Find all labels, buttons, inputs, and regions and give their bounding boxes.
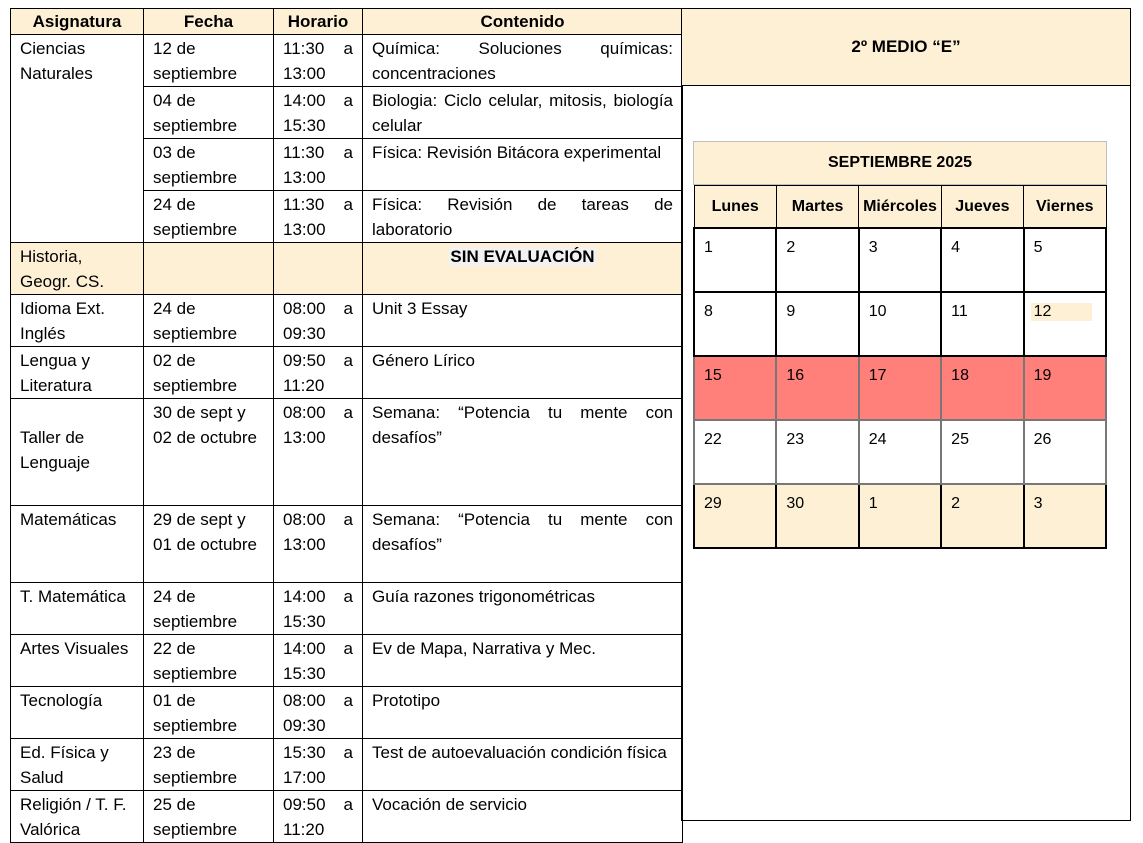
calendar-day-cell (694, 356, 776, 420)
calendar-day-cell (859, 420, 941, 484)
subject-cell: Matemáticas (11, 506, 144, 583)
content-cell: Guía razones trigonométricas (363, 583, 683, 635)
calendar-day-number: 2 (951, 495, 961, 512)
time-cell: 08:00 a 13:00 (274, 506, 363, 583)
table-row (11, 399, 683, 506)
subject-cell: Tecnología (11, 687, 144, 739)
calendar-day-number: 10 (868, 303, 887, 320)
table-row (11, 583, 683, 635)
time-cell: 14:00 a 15:30 (274, 87, 363, 139)
time-cell: 11:30 a 13:00 (274, 139, 363, 191)
table-row (11, 35, 683, 87)
calendar-week-row (694, 292, 1106, 356)
date-cell: 23 de septiembre (144, 739, 274, 791)
calendar-day-number: 16 (786, 367, 805, 384)
calendar-day-cell (1024, 420, 1106, 484)
calendar-day-cell (1024, 484, 1106, 548)
calendar-grid (693, 185, 1107, 549)
date-cell (144, 243, 274, 295)
calendar-day-cell (694, 420, 776, 484)
calendar-day-cell (941, 420, 1023, 484)
calendar-day-cell (1024, 228, 1106, 292)
header-subject: Asignatura (11, 9, 144, 35)
calendar-day-number: 30 (786, 495, 805, 512)
table-row (11, 635, 683, 687)
content-cell (363, 243, 683, 295)
table-row (11, 243, 683, 295)
calendar-day-number: 9 (786, 303, 796, 320)
content-cell: Unit 3 Essay (363, 295, 683, 347)
calendar-week-row (694, 228, 1106, 292)
calendar-day-number: 2 (786, 239, 796, 256)
calendar-day-cell (1024, 292, 1106, 356)
calendar-day-cell (694, 228, 776, 292)
calendar-day-number: 29 (704, 495, 722, 512)
calendar-day-number: 4 (951, 239, 961, 256)
calendar-day-cell (694, 484, 776, 548)
date-cell: 01 de septiembre (144, 687, 274, 739)
time-cell (274, 243, 363, 295)
weekday-header: Martes (776, 186, 858, 229)
calendar-weekday-row (694, 186, 1106, 229)
header-content: Contenido (363, 9, 683, 35)
date-cell: 03 de septiembre (144, 139, 274, 191)
calendar-day-cell (776, 292, 858, 356)
date-cell: 24 de septiembre (144, 295, 274, 347)
content-cell: Semana: “Potencia tu mente con desafíos” (363, 399, 683, 506)
calendar-day-number: 22 (704, 431, 722, 448)
subject-cell: Artes Visuales (11, 635, 144, 687)
date-cell: 12 de septiembre (144, 35, 274, 87)
date-cell: 22 de septiembre (144, 635, 274, 687)
calendar-day-cell (1024, 356, 1106, 420)
date-cell: 04 de septiembre (144, 87, 274, 139)
time-cell: 09:50 a 11:20 (274, 347, 363, 399)
calendar-week-row (694, 420, 1106, 484)
content-cell: Física: Revisión Bitácora experimental (363, 139, 683, 191)
content-cell: Química: Soluciones químicas: concentraciones (363, 35, 683, 87)
calendar-day-number: 15 (704, 367, 722, 384)
calendar-day-cell (859, 356, 941, 420)
calendar-day-cell (859, 484, 941, 548)
calendar-day-number: 19 (1033, 367, 1052, 384)
calendar-day-cell (859, 292, 941, 356)
content-cell: Género Lírico (363, 347, 683, 399)
content-cell: Biologia: Ciclo celular, mitosis, biología celular (363, 87, 683, 139)
calendar-day-number: 23 (786, 431, 805, 448)
subject-cell: Ciencias Naturales (11, 35, 144, 243)
table-row (11, 295, 683, 347)
content-cell: Prototipo (363, 687, 683, 739)
calendar-day-cell (776, 228, 858, 292)
date-cell: 25 de septiembre (144, 791, 274, 843)
calendar-day-number: 8 (704, 303, 713, 320)
weekday-header: Lunes (694, 186, 776, 229)
calendar-day-number: 1 (704, 239, 713, 256)
calendar-day-number: 1 (868, 495, 878, 512)
time-cell: 08:00 a 09:30 (274, 295, 363, 347)
content-cell: Física: Revisión de tareas de laboratorio (363, 191, 683, 243)
calendar-day-number: 26 (1033, 431, 1052, 448)
weekday-header: Viernes (1024, 186, 1106, 229)
content-cell: Semana: “Potencia tu mente con desafíos” (363, 506, 683, 583)
subject-cell: Idioma Ext. Inglés (11, 295, 144, 347)
grade-title: 2º MEDIO “E” (682, 9, 1130, 86)
calendar-day-cell (776, 484, 858, 548)
time-cell: 09:50 a 11:20 (274, 791, 363, 843)
calendar-day-number: 11 (951, 303, 968, 320)
content-cell: Vocación de servicio (363, 791, 683, 843)
date-cell: 24 de septiembre (144, 191, 274, 243)
calendar-day-cell (941, 356, 1023, 420)
subject-cell: Historia, Geogr. CS. (11, 243, 144, 295)
calendar-day-cell (776, 356, 858, 420)
weekday-header: Miércoles (859, 186, 941, 229)
time-cell: 14:00 a 15:30 (274, 635, 363, 687)
calendar-day-cell (941, 228, 1023, 292)
calendar-day-number: 12 (1031, 303, 1092, 321)
date-cell: 30 de sept y 02 de octubre (144, 399, 274, 506)
calendar-day-cell (859, 228, 941, 292)
calendar-day-number: 5 (1033, 239, 1043, 256)
table-header-row (11, 9, 683, 35)
subject-cell: Lengua y Literatura (11, 347, 144, 399)
calendar-week-row (694, 356, 1106, 420)
calendar-day-number: 24 (868, 431, 887, 448)
course-panel (681, 8, 1131, 821)
table-row (11, 739, 683, 791)
subject-cell: Ed. Física y Salud (11, 739, 144, 791)
table-row (11, 506, 683, 583)
date-cell: 02 de septiembre (144, 347, 274, 399)
calendar-day-number: 3 (1033, 495, 1043, 512)
table-row (11, 347, 683, 399)
calendar-day-cell (694, 292, 776, 356)
calendar-day-number: 18 (951, 367, 969, 384)
subject-cell: Taller de Lenguaje (11, 399, 144, 506)
calendar-title: SEPTIEMBRE 2025 (693, 141, 1107, 185)
calendar-day-number: 25 (951, 431, 969, 448)
evaluation-schedule-table (10, 8, 683, 843)
content-cell: Ev de Mapa, Narrativa y Mec. (363, 635, 683, 687)
time-cell: 11:30 a 13:00 (274, 191, 363, 243)
date-cell: 24 de septiembre (144, 583, 274, 635)
subject-cell: T. Matemática (11, 583, 144, 635)
table-row (11, 791, 683, 843)
calendar-day-cell (941, 292, 1023, 356)
no-evaluation-label: SIN EVALUACIÓN (450, 247, 595, 266)
header-time: Horario (274, 9, 363, 35)
calendar-day-cell (776, 420, 858, 484)
time-cell: 15:30 a 17:00 (274, 739, 363, 791)
calendar (693, 141, 1107, 549)
time-cell: 08:00 a 13:00 (274, 399, 363, 506)
calendar-week-row (694, 484, 1106, 548)
time-cell: 14:00 a 15:30 (274, 583, 363, 635)
header-date: Fecha (144, 9, 274, 35)
calendar-day-cell (941, 484, 1023, 548)
weekday-header: Jueves (941, 186, 1023, 229)
content-cell: Test de autoevaluación condición física (363, 739, 683, 791)
time-cell: 08:00 a 09:30 (274, 687, 363, 739)
date-cell: 29 de sept y 01 de octubre (144, 506, 274, 583)
table-row (11, 687, 683, 739)
calendar-day-number: 17 (868, 367, 887, 384)
time-cell: 11:30 a 13:00 (274, 35, 363, 87)
calendar-day-number: 3 (868, 239, 878, 256)
subject-cell: Religión / T. F. Valórica (11, 791, 144, 843)
